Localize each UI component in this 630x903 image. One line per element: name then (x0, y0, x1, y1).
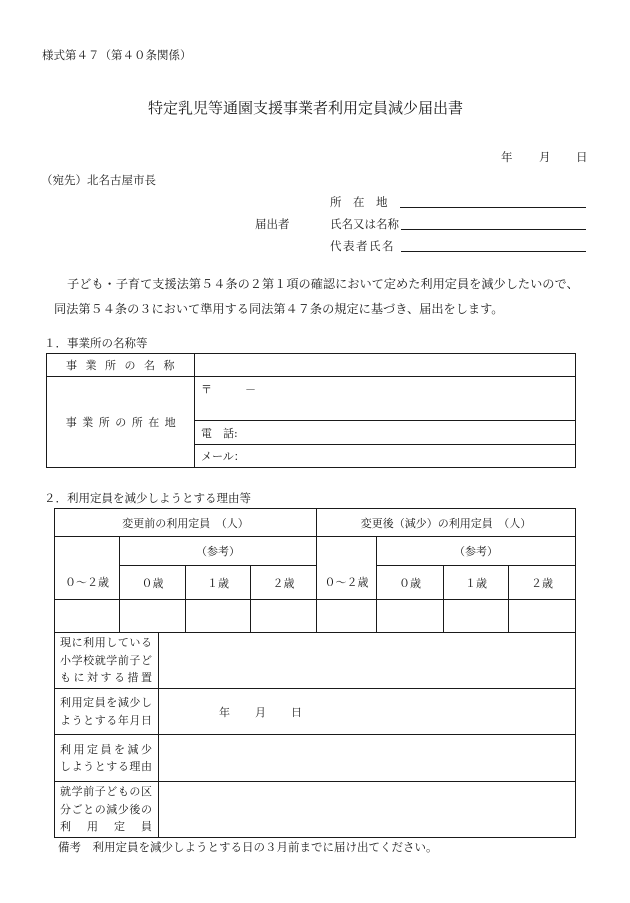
reduction-reason-field[interactable] (159, 735, 576, 782)
facility-table (46, 353, 576, 468)
col-header-before-age2: ２歳 (251, 566, 317, 600)
postal-address-field[interactable] (195, 377, 576, 421)
facility-name-label: 事業所の名称 (47, 354, 195, 377)
name-label: 氏名又は名称 (330, 217, 399, 231)
col-header-before-age1: １歳 (186, 566, 251, 600)
facility-location-label: 事業所の所在地 (47, 377, 195, 468)
current-measures-label-line-1: 現に利用している (60, 636, 152, 650)
address-field[interactable] (400, 207, 586, 208)
before-capacity-header: 変更前の利用定員 （人） (55, 509, 317, 537)
postal-label: 〒 － (201, 383, 256, 396)
reduction-date-month: 月 (255, 706, 266, 719)
mail-label: メール： (201, 450, 245, 463)
representative-label: 代表者氏名 (330, 239, 395, 253)
reduction-date-label (55, 689, 159, 735)
capacity-after-label-line-1: 就学前子どもの区 (60, 785, 152, 799)
date-day-label: 日 (576, 150, 588, 164)
date-month-label: 月 (539, 150, 551, 164)
date-year-label: 年 (501, 150, 513, 164)
current-measures-label-line-2: 小学校就学前子ど (60, 653, 152, 667)
reduction-date-day: 日 (291, 706, 302, 719)
value-after-age2[interactable] (509, 600, 576, 633)
current-measures-field[interactable] (159, 633, 576, 689)
value-before-age2[interactable] (251, 600, 317, 633)
body-text: 子ども・子育て支援法第５４条の２第１項の確認において定めた利用定員を減少したいので、同法第５４条の３において準用する同法第４７条の規定に基づき、届出をします。 (54, 277, 579, 316)
reduction-reason-label-line-1: 利用定員を減少 (60, 742, 152, 756)
before-reference-label: （参考） (120, 537, 317, 566)
facility-name-field[interactable] (195, 354, 576, 377)
phone-field[interactable] (195, 421, 576, 445)
section1-heading: １．事業所の名称等 (44, 336, 148, 350)
reduction-date-field[interactable] (159, 689, 576, 735)
before-total-spacer (55, 537, 120, 566)
after-total-spacer (317, 537, 377, 566)
capacity-table (54, 508, 576, 633)
value-after-total[interactable] (317, 600, 377, 633)
value-before-age1[interactable] (186, 600, 251, 633)
after-capacity-header: 変更後（減少）の利用定員 （人） (317, 509, 576, 537)
section2-heading: ２．利用定員を減少しようとする理由等 (44, 491, 251, 505)
reduction-date-label-line-2: ようとする年月日 (60, 713, 152, 727)
capacity-after-label-line-2: 分ごとの減少後の (60, 802, 152, 816)
mail-field[interactable] (195, 445, 576, 468)
footnote: 備考 利用定員を減少しようとする日の３月前までに届け出てください。 (58, 840, 438, 854)
capacity-after-field[interactable] (159, 782, 576, 838)
value-before-age0[interactable] (120, 600, 186, 633)
col-header-after-age0: ０歳 (377, 566, 444, 600)
reduction-date-year: 年 (219, 706, 230, 719)
phone-label: 電 話: (201, 426, 238, 440)
reduction-date-label-line-1: 利用定員を減少し (60, 696, 152, 709)
col-header-before-age0: ０歳 (120, 566, 186, 600)
col-header-before-total: ０～２歳 (55, 566, 120, 600)
notifier-label: 届出者 (255, 217, 290, 231)
details-table (54, 632, 576, 838)
reduction-reason-label-line-2: しようとする理由 (60, 760, 152, 773)
col-header-after-age1: １歳 (444, 566, 509, 600)
col-header-after-total: ０～２歳 (317, 566, 377, 600)
value-after-age1[interactable] (444, 600, 509, 633)
value-before-total[interactable] (55, 600, 120, 633)
col-header-after-age2: ２歳 (509, 566, 576, 600)
capacity-after-label (55, 782, 159, 838)
name-field[interactable] (401, 229, 586, 230)
address-label: 所 在 地 (330, 195, 388, 209)
page-title: 特定乳児等通園支援事業者利用定員減少届出書 (148, 99, 464, 117)
value-after-age0[interactable] (377, 600, 444, 633)
form-number: 様式第４７（第４０条関係） (42, 48, 192, 62)
reduction-reason-label (55, 735, 159, 782)
current-measures-label-line-3: もに対する措置 (60, 671, 152, 685)
representative-field[interactable] (401, 251, 586, 252)
current-measures-label (55, 633, 159, 689)
capacity-after-label-line-3: 利 用 定 員 (60, 820, 152, 834)
after-reference-label: （参考） (377, 537, 576, 566)
addressee: （宛先）北名古屋市長 (41, 173, 156, 187)
